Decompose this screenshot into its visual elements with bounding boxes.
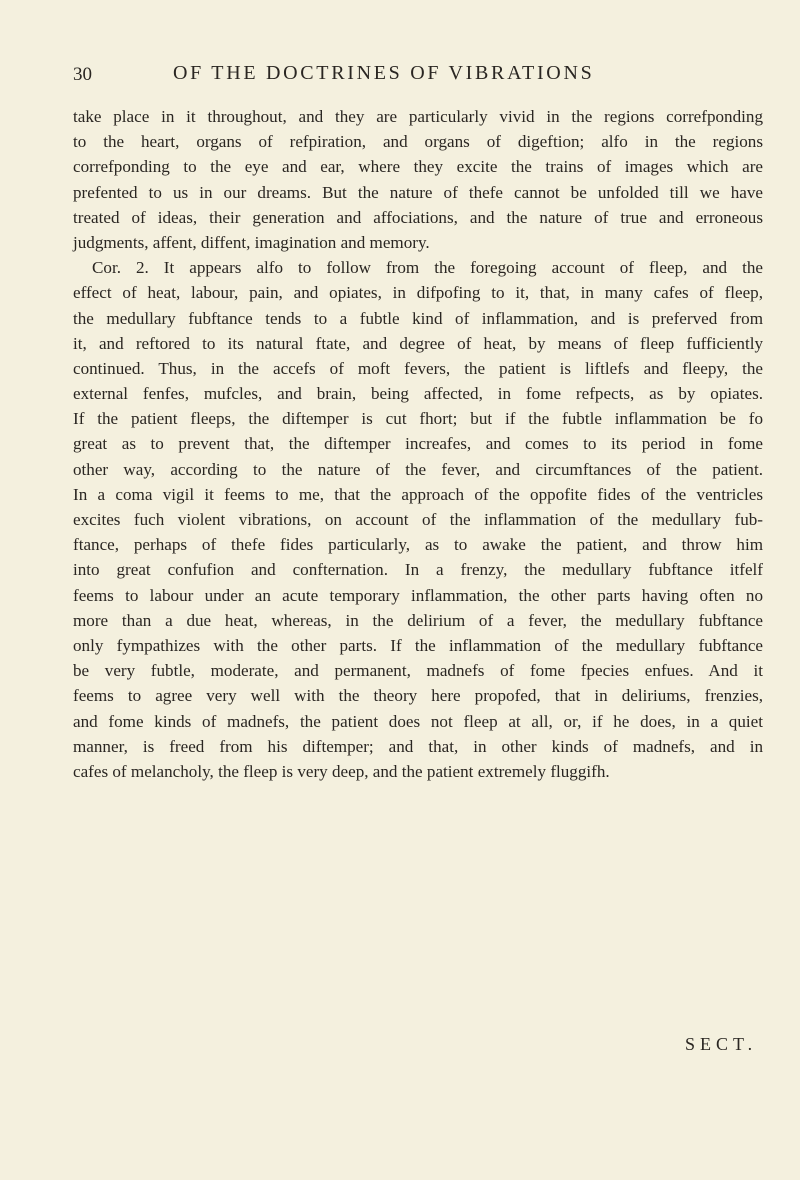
text-line: continued. Thus, in the accefs of moft fevers, the patient is liftlefs and fleepy, the: [73, 358, 763, 378]
text-line: feems to agree very well with the theory here propofed, that in deliriums, frenzies,: [73, 686, 763, 706]
text-line: Cor. 2. It appears alfo to follow from the foregoing account of fleep, and the: [92, 258, 763, 278]
text-line: great as to prevent that, the diftemper increafes, and comes to its period in fome: [73, 434, 763, 454]
text-line: If the patient fleeps, the diftemper is cut fhort; but if the fubtle inflammation be fo: [73, 409, 763, 429]
text-line: only fympathizes with the other parts. If the inflammation of the medullary fubftance: [73, 635, 763, 655]
text-line: it, and reftored to its natural ftate, and degree of heat, by means of fleep fufficiently: [73, 333, 763, 353]
page-header: [73, 60, 763, 92]
text-line: external fenfes, mufcles, and brain, being affected, in fome refpects, as by opiates.: [73, 384, 763, 404]
text-line: take place in it throughout, and they are particularly vivid in the regions correfponding: [73, 107, 763, 126]
text-line: judgments, affent, diffent, imagination and memory.: [73, 232, 430, 252]
text-line: treated of ideas, their generation and affociations, and the nature of true and erroneous: [73, 207, 763, 227]
text-line: be very fubtle, moderate, and permanent, madnefs of fome fpecies enfues. And it: [73, 661, 763, 681]
page-number: 30: [73, 64, 92, 85]
text-line: into great confufion and confternation. In a frenzy, the medullary fubftance itfelf: [73, 560, 763, 580]
text-line: feems to labour under an acute temporary inflammation, the other parts having often no: [73, 585, 763, 605]
text-line: more than a due heat, whereas, in the delirium of a fever, the medullary fubftance: [73, 610, 763, 630]
text-line: ftance, perhaps of thefe fides particularly, as to awake the patient, and throw him: [73, 535, 763, 555]
text-line: effect of heat, labour, pain, and opiates, in difpofing to it, that, in many cafes of fleep,: [73, 283, 763, 303]
body-text: [73, 104, 763, 784]
catchword: SECT.: [685, 1034, 758, 1054]
text-line: the medullary fubftance tends to a fubtle kind of inflammation, and is preferved from: [73, 308, 763, 328]
text-line: In a coma vigil it feems to me, that the approach of the oppofite fides of the ventricles: [73, 484, 763, 504]
text-line: cafes of melancholy, the fleep is very deep, and the patient extremely fluggifh.: [73, 761, 610, 781]
running-head: OF THE DOCTRINES OF VIBRATIONS: [173, 62, 595, 84]
text-line: and fome kinds of madnefs, the patient does not fleep at all, or, if he does, in a quiet: [73, 711, 763, 731]
text-line: prefented to us in our dreams. But the nature of thefe cannot be unfolded till we have: [73, 182, 763, 202]
text-line: manner, is freed from his diftemper; and that, in other kinds of madnefs, and in: [73, 736, 763, 756]
text-line: other way, according to the nature of the fever, and circumftances of the patient.: [73, 459, 763, 479]
text-line: excites fuch violent vibrations, on account of the inflammation of the medullary fub-: [73, 510, 763, 529]
text-line: to the heart, organs of refpiration, and organs of digeftion; alfo in the regions: [73, 132, 763, 152]
text-line: correfponding to the eye and ear, where they excite the trains of images which are: [73, 157, 763, 177]
